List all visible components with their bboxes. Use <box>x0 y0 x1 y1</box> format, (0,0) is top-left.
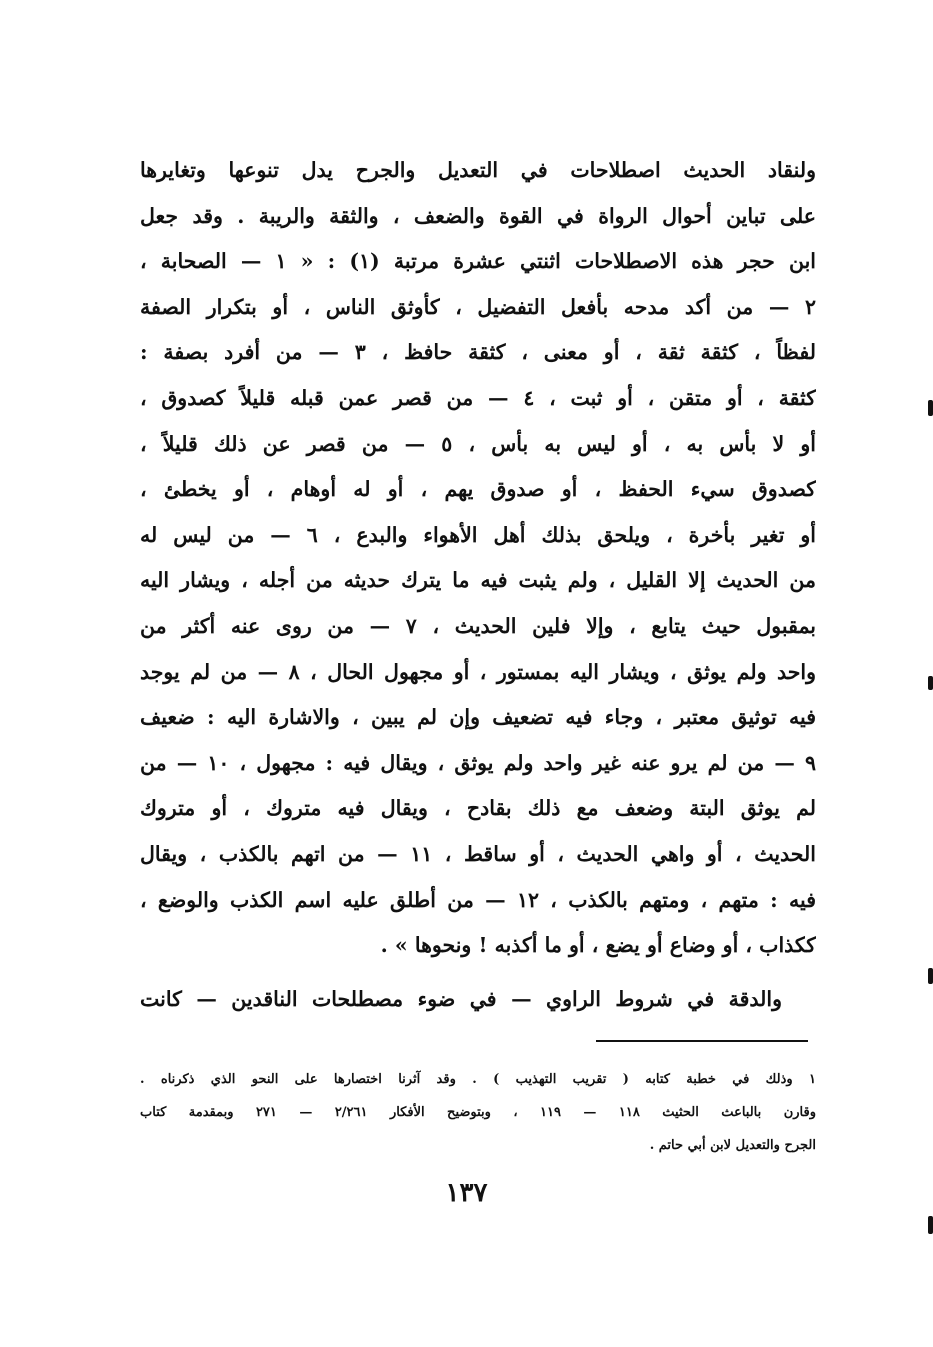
text-line: على تباين أحوال الرواة في القوة والضعف ، والثقة والريبة . وقد جعل <box>140 203 816 228</box>
footnote-line: ١ وذلك في خطبة كتابه ( تقريب التهذيب ) . وقد آثرنا اختصارها على النحو الذي ذكرناه . <box>140 1072 816 1087</box>
text-line: ابن حجر هذه الاصطلاحات اثنتي عشرة مرتبة (١) : « ١ — الصحابة ، <box>140 249 816 274</box>
text-line: ككذاب ، أو وضاع أو يضع ، أو ما أكذبه ! ونحوها » . <box>380 933 816 958</box>
text-line: الحديث ، أو واهي الحديث ، أو ساقط ، ١١ — من اتهم بالكذب ، ويقال <box>140 841 816 866</box>
text-line: من الحديث إلا القليل ، ولم يثبت فيه ما يترك حديثه من أجله ، ويشار اليه <box>140 568 816 593</box>
paragraph-gap <box>140 969 816 977</box>
continuation-line: والدقة في شروط الراوي — في ضوء مصطلحات الناقدين — كانت <box>140 986 782 1011</box>
text-line: ٢ — من أكد مدحه بأفعل التفضيل ، كأوثق الناس ، أو بتكرار الصفة <box>140 294 816 319</box>
text-line: ولنقاد الحديث اصطلاحات في التعديل والجرح يدل تنوعها وتغايرها <box>140 158 816 182</box>
text-line: واحد ولم يوثق ، ويشار اليه بمستور ، أو مجهول الحال ، ٨ — من لم يوجد <box>140 659 816 684</box>
binding-mark <box>928 1216 933 1234</box>
footnote-line: وقارن بالباعث الحثيث ١١٨ — ١١٩ ، وبتوضيح الأفكار ٢/٢٦١ — ٢٧١ وبمقدمة كتاب <box>140 1105 816 1120</box>
main-text <box>140 148 816 1022</box>
binding-mark <box>928 400 933 416</box>
text-line: أو تغير بأخرة ، ويلحق بذلك أهل الأهواء والبدع ، ٦ — من ليس له <box>140 522 816 547</box>
text-line: كصدوق سيء الحفظ ، أو صدوق يهم ، أو له أوهام ، أو يخطئ ، <box>140 477 816 502</box>
text-line: لم يوثق البتة وضعف مع ذلك بقادح ، ويقال فيه متروك ، أو متروك <box>140 796 816 821</box>
footnote-line: الجرح والتعديل لابن أبي حاتم . <box>649 1138 816 1153</box>
text-line: كثقة ، أو متقن ، أو ثبت ، ٤ — من قصر عمن قبله قليلاً كصدوق ، <box>140 385 816 410</box>
footnotes <box>140 1063 816 1162</box>
binding-mark <box>928 968 933 984</box>
text-line: بمقبول حيث يتابع ، وإلا فلين الحديث ، ٧ — من روى عنه أكثر من <box>140 613 816 638</box>
text-line: أو لا بأس به ، أو ليس به بأس ، ٥ — من قصر عن ذلك قليلاً ، <box>140 431 816 456</box>
text-line: فيه توثيق معتبر ، وجاء فيه تضعيف وإن لم يبين ، والاشارة اليه : ضعيف <box>140 705 816 730</box>
page-number: ١٣٧ <box>445 1178 488 1208</box>
footnote-separator <box>596 1040 808 1042</box>
text-line: لفظاً ، كثقة ثقة ، أو معنى ، كثقة حافظ ، ٣ — من أفرد بصفة : <box>140 340 816 365</box>
text-line: فيه : متهم ، ومتهم بالكذب ، ١٢ — من أطلق عليه اسم الكذب والوضع ، <box>140 887 816 912</box>
binding-mark <box>928 676 933 690</box>
text-line: ٩ — من لم يرو عنه غير واحد ولم يوثق ، ويقال فيه : مجهول ، ١٠ — من <box>140 750 816 775</box>
